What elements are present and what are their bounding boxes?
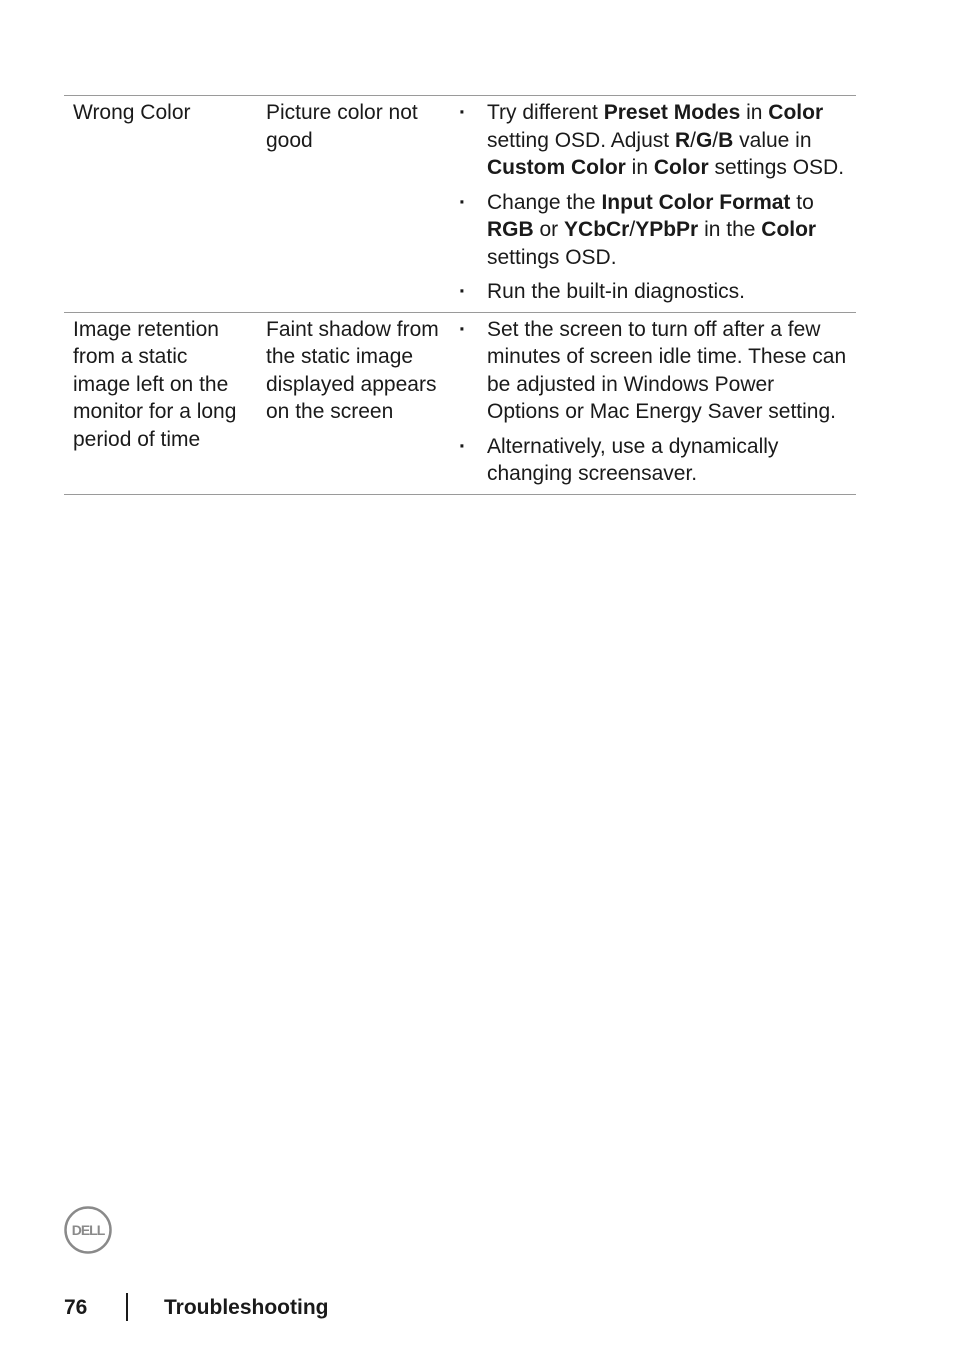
footer-divider [126,1293,128,1321]
solution-list [459,99,848,306]
solution-cell [450,96,856,312]
solution-item: · Change the Input Color Format to RGB or YCbCr/YPbPr in the Color settings OSD. [459,189,848,272]
table-row [64,95,856,312]
solution-item: · Try different Preset Modes in Color setting OSD. Adjust R/G/B value in Custom Color in Color settings OSD. [459,99,848,182]
dell-logo-text: DELL [71,1222,105,1238]
dell-logo [64,1206,112,1254]
page-number: 76 [64,1296,88,1319]
section-name: Troubleshooting [164,1296,329,1319]
symptom-cell: Faint shadow from the static image displayed appears on the screen [266,317,439,423]
solution-item: · Run the built-in diagnostics. [459,278,848,306]
solution-list [459,316,848,488]
problem-cell: Image retention from a static image left on the monitor for a long period of time [73,317,237,451]
solution-item: · Set the screen to turn off after a few minutes of screen idle time. These can be adjusted in Windows Power Options or Mac Energy Saver setting. [459,316,848,426]
problem-cell: Wrong Color [73,101,191,124]
troubleshooting-table [64,95,856,495]
solution-cell [450,313,856,494]
symptom-cell: Picture color not good [266,101,418,152]
table-row [64,312,856,495]
solution-item: · Alternatively, use a dynamically changing screensaver. [459,433,848,488]
